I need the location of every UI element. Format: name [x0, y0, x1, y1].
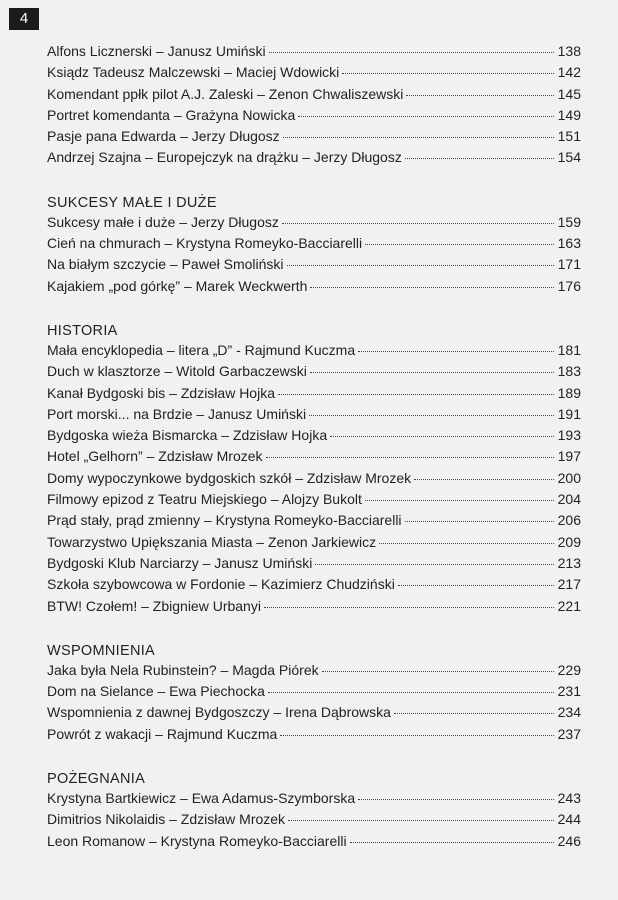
toc-entry-page: 142	[557, 64, 581, 81]
toc-entry[interactable]	[47, 448, 581, 469]
toc-entry-page: 138	[557, 43, 581, 59]
dot-leader	[310, 287, 554, 288]
dot-leader	[405, 158, 554, 159]
toc-entry-title: Domy wypoczynkowe bydgoskich szkół – Zdzisław Mrozek	[47, 469, 412, 486]
toc-entry[interactable]	[47, 470, 581, 491]
toc-entry[interactable]	[47, 555, 581, 576]
toc-entry[interactable]	[47, 406, 581, 427]
dot-leader	[365, 244, 554, 245]
toc-entry-title: Towarzystwo Upiększania Miasta – Zenon Jarkiewicz	[47, 533, 377, 550]
toc-entry-page: 237	[557, 725, 581, 742]
toc-entry-title: Na białym szczycie – Paweł Smoliński	[47, 256, 284, 273]
dot-leader	[278, 394, 554, 395]
toc-entry[interactable]	[47, 256, 581, 277]
toc-entry[interactable]	[47, 491, 581, 512]
toc-entry-page: 234	[557, 704, 581, 721]
section-title: POŻEGNANIA	[47, 771, 146, 788]
dot-leader	[358, 351, 554, 352]
toc-entry-page: 244	[557, 811, 581, 828]
toc-entry-page: 213	[557, 554, 581, 571]
toc-entry[interactable]	[47, 704, 581, 725]
toc-entry[interactable]	[47, 385, 581, 406]
toc-entry-title: Kajakiem „pod górkę” – Marek Weckwerth	[47, 277, 308, 294]
toc-entry-page: 176	[557, 277, 581, 294]
section-pozegnania	[47, 768, 581, 854]
toc-entry[interactable]	[47, 64, 581, 85]
toc-entry[interactable]	[47, 833, 581, 854]
toc-entry-page: 181	[557, 341, 581, 358]
toc-entry-page: 217	[557, 576, 581, 593]
toc-entry-title: Powrót z wakacji – Rajmund Kuczma	[47, 725, 278, 742]
toc-entry[interactable]	[47, 128, 581, 149]
section-title: SUKCESY MAŁE I DUŻE	[47, 194, 217, 211]
toc-entry-title: Port morski... na Brdzie – Janusz Umiński	[47, 405, 307, 422]
toc-entry-title: Prąd stały, prąd zmienny – Krystyna Romeyko-Bacciarelli	[47, 512, 402, 529]
dot-leader	[406, 95, 554, 96]
toc-entry-title: Szkoła szybowcowa w Fordonie – Kazimierz Chudziński	[47, 576, 395, 593]
toc-entry-title: Portret komendanta – Grażyna Nowicka	[47, 106, 296, 123]
toc-entry-title: Duch w klasztorze – Witold Garbaczewski	[47, 363, 307, 380]
toc-entry-title: Alfons Licznerski – Janusz Umiński	[47, 43, 266, 59]
dot-leader	[315, 564, 554, 565]
section-historia	[47, 320, 581, 619]
toc-entry-page: 163	[557, 235, 581, 252]
toc-entry-title: Komendant ppłk pilot A.J. Zaleski – Zenon Chwaliszewski	[47, 85, 404, 102]
toc-entry[interactable]	[47, 43, 581, 64]
toc-entry[interactable]	[47, 363, 581, 384]
dot-leader	[322, 671, 554, 672]
dot-leader	[398, 585, 554, 586]
toc-entry-page: 200	[557, 469, 581, 486]
table-of-contents	[47, 43, 581, 854]
toc-entry-title: Hotel „Gelhorn” – Zdzisław Mrozek	[47, 448, 263, 465]
toc-entry[interactable]	[47, 576, 581, 597]
toc-entry[interactable]	[47, 534, 581, 555]
toc-entry-title: Ksiądz Tadeusz Malczewski – Maciej Wdowicki	[47, 64, 340, 81]
dot-leader	[310, 372, 554, 373]
toc-entry-page: 209	[557, 533, 581, 550]
toc-entry[interactable]	[47, 512, 581, 533]
toc-entry[interactable]	[47, 214, 581, 235]
section-wspomnienia	[47, 640, 581, 747]
dot-leader	[269, 52, 554, 53]
dot-leader	[342, 73, 554, 74]
toc-entry[interactable]	[47, 598, 581, 619]
toc-entry-page: 183	[557, 363, 581, 380]
toc-entry-page: 145	[557, 85, 581, 102]
dot-leader	[264, 607, 554, 608]
toc-entry-title: Bydgoska wieża Bismarcka – Zdzisław Hojka	[47, 427, 328, 444]
dot-leader	[280, 735, 554, 736]
dot-leader	[282, 223, 554, 224]
toc-entry-page: 221	[557, 597, 581, 614]
toc-entry-title: Dimitrios Nikolaidis – Zdzisław Mrozek	[47, 811, 286, 828]
toc-entry[interactable]	[47, 726, 581, 747]
dot-leader	[350, 842, 554, 843]
toc-entry-page: 193	[557, 427, 581, 444]
toc-entry-page: 151	[557, 128, 581, 145]
dot-leader	[287, 265, 554, 266]
dot-leader	[268, 692, 554, 693]
toc-entry-title: Mała encyklopedia – litera „D” - Rajmund Kuczma	[47, 341, 356, 358]
dot-leader	[330, 436, 554, 437]
toc-entry-title: Andrzej Szajna – Europejczyk na drążku – Jerzy Długosz	[47, 149, 402, 166]
dot-leader	[379, 543, 554, 544]
toc-entry[interactable]	[47, 149, 581, 170]
toc-entry-page: 231	[557, 683, 581, 700]
toc-entry-page: 159	[557, 213, 581, 230]
toc-entry[interactable]	[47, 683, 581, 704]
toc-entry-page: 206	[557, 512, 581, 529]
toc-entry-title: Dom na Sielance – Ewa Piechocka	[47, 683, 265, 700]
dot-leader	[394, 713, 554, 714]
dot-leader	[358, 799, 554, 800]
section-title: WSPOMNIENIA	[47, 642, 156, 659]
toc-entry-page: 171	[557, 256, 581, 273]
toc-entry[interactable]	[47, 107, 581, 128]
page-number-badge: 4	[9, 8, 39, 30]
dot-leader	[309, 415, 554, 416]
toc-entry-page: 191	[557, 405, 581, 422]
toc-entry[interactable]	[47, 427, 581, 448]
dot-leader	[288, 820, 554, 821]
dot-leader	[298, 116, 554, 117]
toc-entry[interactable]	[47, 86, 581, 107]
toc-entry-page: 246	[557, 832, 581, 849]
intro-entry-list	[47, 43, 581, 171]
toc-entry-page: 204	[557, 491, 581, 508]
dot-leader	[283, 137, 554, 138]
toc-entry-title: Sukcesy małe i duże – Jerzy Długosz	[47, 213, 279, 230]
toc-entry-title: Bydgoski Klub Narciarzy – Janusz Umiński	[47, 554, 313, 571]
toc-entry-title: Krystyna Bartkiewicz – Ewa Adamus-Szymborska	[47, 790, 356, 807]
toc-entry[interactable]	[47, 342, 581, 363]
dot-leader	[405, 521, 554, 522]
toc-entry-title: Cień na chmurach – Krystyna Romeyko-Bacciarelli	[47, 235, 363, 252]
toc-entry-title: Jaka była Nela Rubinstein? – Magda Piórek	[47, 661, 319, 678]
section-title: HISTORIA	[47, 322, 118, 339]
toc-entry-title: Filmowy epizod z Teatru Miejskiego – Alojzy Bukolt	[47, 491, 362, 508]
dot-leader	[266, 457, 554, 458]
toc-entry[interactable]	[47, 662, 581, 683]
toc-entry-page: 189	[557, 384, 581, 401]
toc-entry-page: 154	[557, 149, 581, 166]
toc-entry-title: Wspomnienia z dawnej Bydgoszczy – Irena Dąbrowska	[47, 704, 391, 721]
toc-entry[interactable]	[47, 790, 581, 811]
toc-entry-page: 197	[557, 448, 581, 465]
toc-entry-title: BTW! Czołem! – Zbigniew Urbanyi	[47, 597, 261, 614]
toc-entry-title: Pasje pana Edwarda – Jerzy Długosz	[47, 128, 280, 145]
toc-entry-page: 229	[557, 661, 581, 678]
toc-entry-page: 149	[557, 106, 581, 123]
toc-entry[interactable]	[47, 811, 581, 832]
toc-entry-page: 243	[557, 790, 581, 807]
section-sukcesy	[47, 192, 581, 299]
dot-leader	[365, 500, 554, 501]
toc-entry-title: Kanał Bydgoski bis – Zdzisław Hojka	[47, 384, 275, 401]
toc-entry[interactable]	[47, 278, 581, 299]
dot-leader	[414, 479, 554, 480]
toc-entry[interactable]	[47, 235, 581, 256]
toc-entry-title: Leon Romanow – Krystyna Romeyko-Bacciarelli	[47, 832, 347, 849]
